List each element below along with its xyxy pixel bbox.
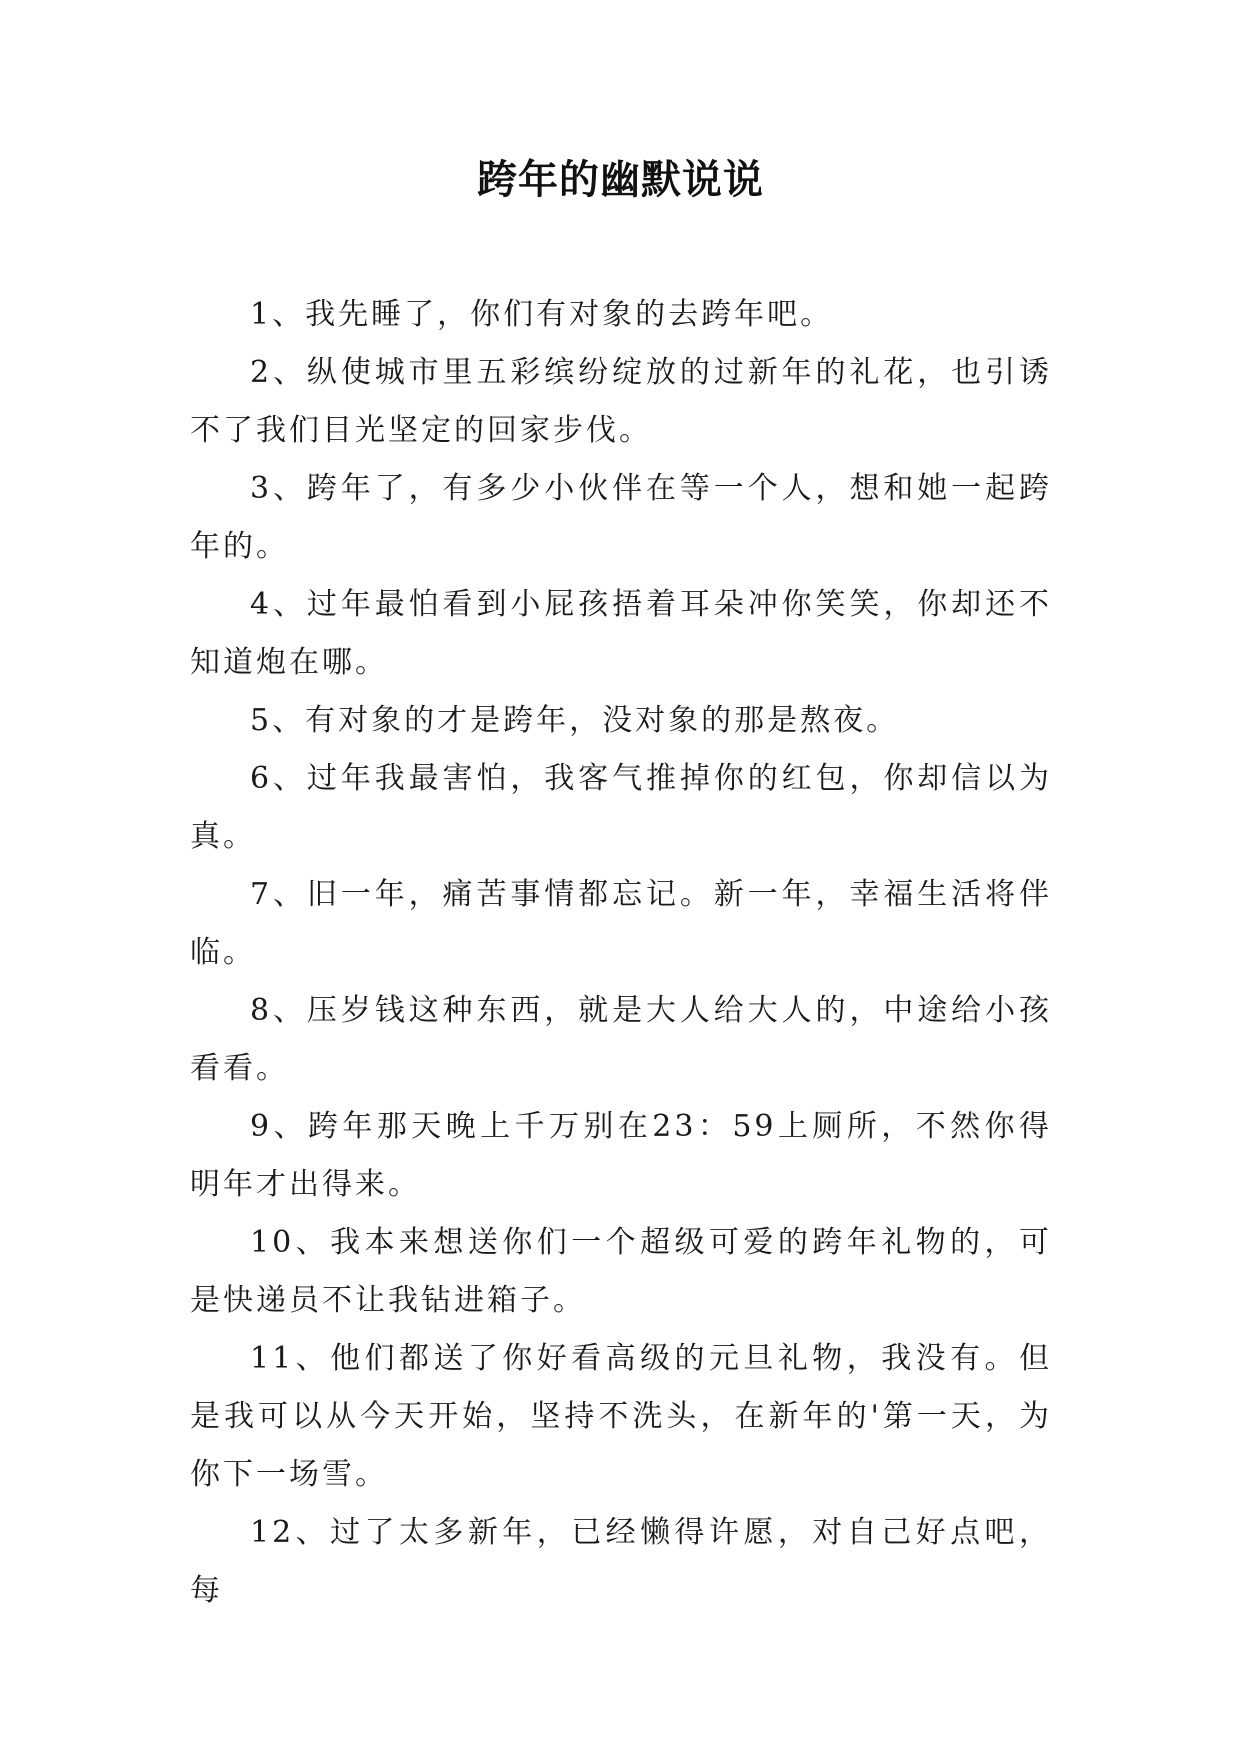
paragraph-8: 8、压岁钱这种东西，就是大人给大人的，中途给小孩看看。 — [190, 993, 1052, 1086]
paragraph-10: 10、我本来想送你们一个超级可爱的跨年礼物的，可是快递员不让我钻进箱子。 — [190, 1225, 1052, 1318]
paragraph-5: 5、有对象的才是跨年，没对象的那是熬夜。 — [250, 703, 900, 738]
paragraph-1: 1、我先睡了，你们有对象的去跨年吧。 — [250, 297, 834, 332]
paragraph-6: 6、过年我最害怕，我客气推掉你的红包，你却信以为真。 — [190, 761, 1052, 854]
paragraph-4: 4、过年最怕看到小屁孩捂着耳朵冲你笑笑，你却还不知道炮在哪。 — [190, 587, 1052, 680]
paragraph-12: 12、过了太多新年，已经懒得许愿，对自己好点吧，每 — [190, 1515, 1052, 1608]
paragraph-9: 9、跨年那天晚上千万别在23：59上厕所，不然你得明年才出得来。 — [190, 1109, 1052, 1202]
document-title: 跨年的幽默说说 — [477, 157, 764, 203]
paragraph-11: 11、他们都送了你好看高级的元旦礼物，我没有。但是我可以从今天开始，坚持不洗头，在新年的'第一天，为你下一场雪。 — [190, 1341, 1052, 1492]
paragraph-3: 3、跨年了，有多少小伙伴在等一个人，想和她一起跨年的。 — [190, 471, 1052, 564]
paragraph-7: 7、旧一年，痛苦事情都忘记。新一年，幸福生活将伴临。 — [190, 877, 1052, 970]
document-body — [190, 286, 1052, 1620]
paragraph-2: 2、纵使城市里五彩缤纷绽放的过新年的礼花，也引诱不了我们目光坚定的回家步伐。 — [190, 355, 1052, 448]
